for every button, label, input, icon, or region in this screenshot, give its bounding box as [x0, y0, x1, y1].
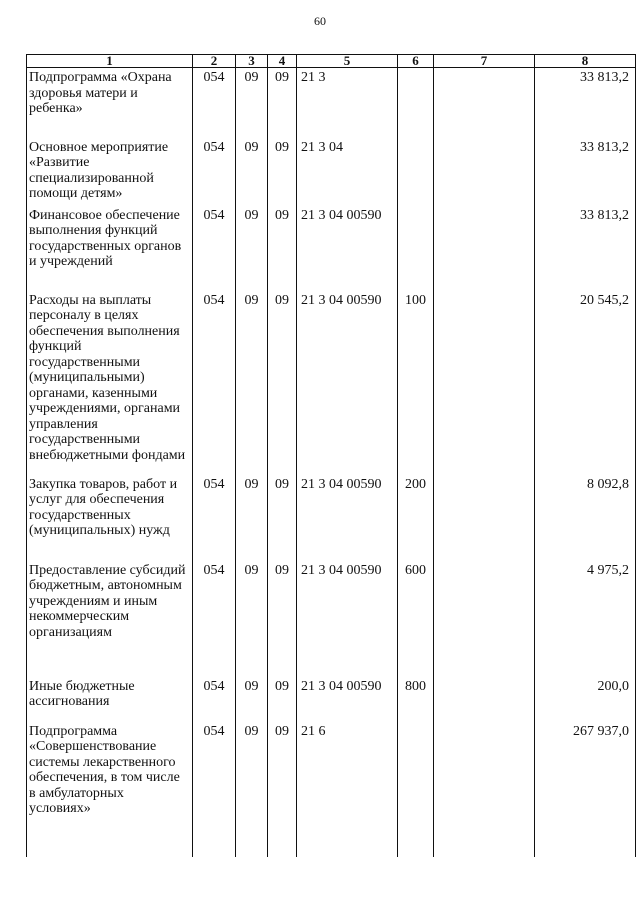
cell-amount: 20 545,2: [535, 291, 636, 475]
cell-target-article: 21 3 04 00590: [297, 677, 398, 722]
cell-subsection: 09: [268, 206, 297, 291]
cell-target-article: 21 3 04 00590: [297, 561, 398, 677]
cell-ministry-code: 054: [193, 138, 236, 206]
cell-target-article: 21 3 04 00590: [297, 291, 398, 475]
cell-ministry-code: 054: [193, 291, 236, 475]
cell-amount: 200,0: [535, 677, 636, 722]
cell-ministry-code: 054: [193, 475, 236, 561]
cell-col7: [434, 722, 535, 857]
cell-expense-type: [398, 206, 434, 291]
cell-col7: [434, 677, 535, 722]
row-name: Финансовое обеспечение выполнения функций государственных органов и учреждений: [27, 206, 193, 291]
cell-expense-type: 100: [398, 291, 434, 475]
cell-ministry-code: 054: [193, 68, 236, 138]
cell-target-article: 21 3 04 00590: [297, 475, 398, 561]
table-row: [27, 291, 636, 475]
table-row: [27, 68, 636, 138]
cell-subsection: 09: [268, 138, 297, 206]
cell-expense-type: 600: [398, 561, 434, 677]
header-row: [27, 55, 636, 68]
cell-subsection: 09: [268, 475, 297, 561]
cell-target-article: 21 3 04 00590: [297, 206, 398, 291]
cell-section: 09: [236, 138, 268, 206]
cell-ministry-code: 054: [193, 722, 236, 857]
cell-subsection: 09: [268, 677, 297, 722]
column-header: 8: [535, 55, 636, 68]
column-header: 5: [297, 55, 398, 68]
cell-amount: 33 813,2: [535, 68, 636, 138]
cell-ministry-code: 054: [193, 206, 236, 291]
cell-expense-type: 200: [398, 475, 434, 561]
table-row: [27, 677, 636, 722]
row-name: Закупка товаров, работ и услуг для обеспечения государственных (муниципальных) нужд: [27, 475, 193, 561]
column-header: 7: [434, 55, 535, 68]
cell-expense-type: 800: [398, 677, 434, 722]
cell-target-article: 21 6: [297, 722, 398, 857]
cell-subsection: 09: [268, 561, 297, 677]
cell-ministry-code: 054: [193, 677, 236, 722]
cell-amount: 267 937,0: [535, 722, 636, 857]
table-row: [27, 475, 636, 561]
cell-expense-type: [398, 68, 434, 138]
row-name: Подпрограмма «Совершенствование системы лекарственного обеспечения, в том числе в амбулаторных условиях»: [27, 722, 193, 857]
cell-expense-type: [398, 722, 434, 857]
row-name: Иные бюджетные ассигнования: [27, 677, 193, 722]
cell-amount: 8 092,8: [535, 475, 636, 561]
cell-expense-type: [398, 138, 434, 206]
column-header: 6: [398, 55, 434, 68]
row-name: Основное мероприятие «Развитие специализированной помощи детям»: [27, 138, 193, 206]
cell-section: 09: [236, 475, 268, 561]
column-header: 3: [236, 55, 268, 68]
row-name: Предоставление субсидий бюджетным, автономным учреждениям и иным некоммерческим организациям: [27, 561, 193, 677]
budget-table: [26, 54, 636, 857]
cell-col7: [434, 68, 535, 138]
cell-subsection: 09: [268, 722, 297, 857]
cell-ministry-code: 054: [193, 561, 236, 677]
cell-section: 09: [236, 677, 268, 722]
cell-col7: [434, 291, 535, 475]
table-row: [27, 206, 636, 291]
page-number: 60: [314, 14, 326, 28]
table-row: [27, 138, 636, 206]
cell-section: 09: [236, 206, 268, 291]
cell-subsection: 09: [268, 291, 297, 475]
cell-col7: [434, 475, 535, 561]
cell-target-article: 21 3 04: [297, 138, 398, 206]
column-header: 1: [27, 55, 193, 68]
cell-col7: [434, 138, 535, 206]
cell-section: 09: [236, 722, 268, 857]
cell-amount: 33 813,2: [535, 206, 636, 291]
row-name: Подпрограмма «Охрана здоровья матери и ребенка»: [27, 68, 193, 138]
column-header: 2: [193, 55, 236, 68]
row-name: Расходы на выплаты персоналу в целях обеспечения выполнения функций государственными (муниципальными) органами, казенными учреждениями, органами управления государственными внебюджетными фондами: [27, 291, 193, 475]
cell-col7: [434, 561, 535, 677]
column-header: 4: [268, 55, 297, 68]
table-row: [27, 561, 636, 677]
cell-section: 09: [236, 291, 268, 475]
cell-col7: [434, 206, 535, 291]
cell-target-article: 21 3: [297, 68, 398, 138]
table-row: [27, 722, 636, 857]
cell-section: 09: [236, 561, 268, 677]
cell-section: 09: [236, 68, 268, 138]
cell-subsection: 09: [268, 68, 297, 138]
cell-amount: 4 975,2: [535, 561, 636, 677]
cell-amount: 33 813,2: [535, 138, 636, 206]
